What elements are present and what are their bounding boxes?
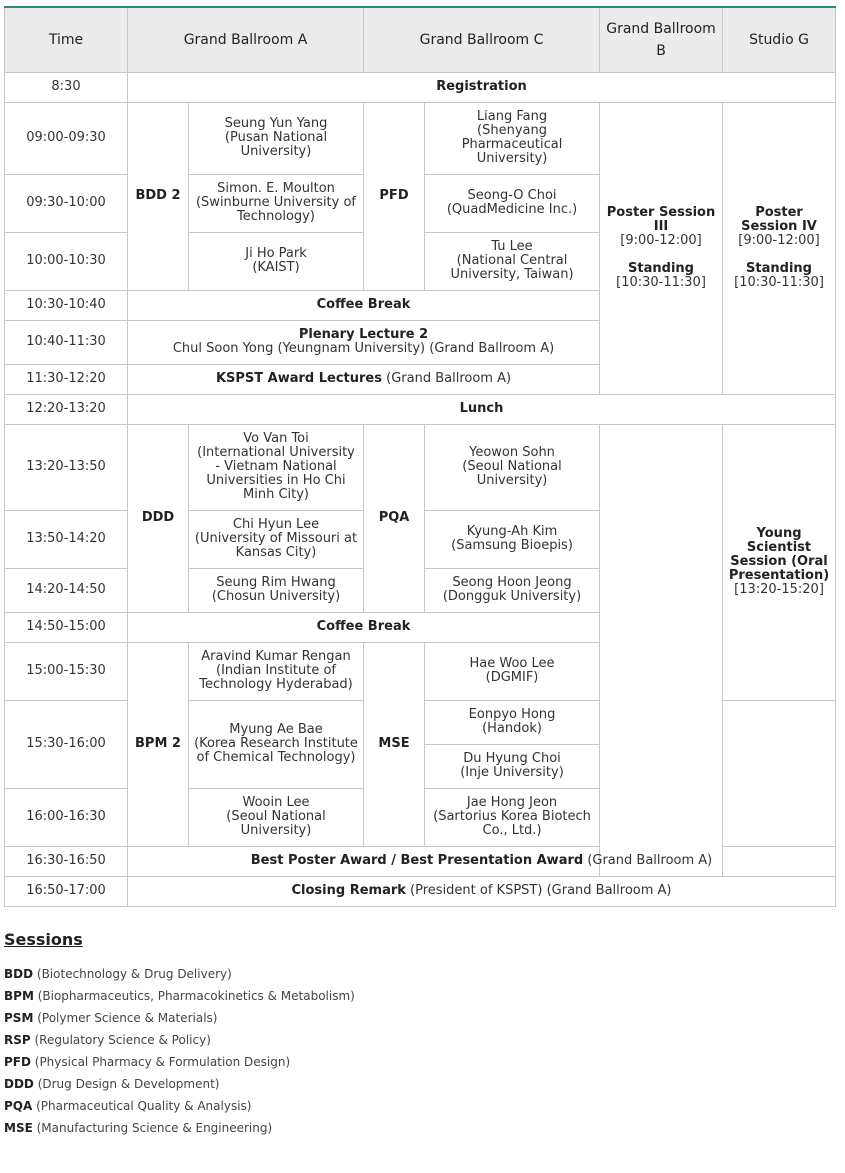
table-row: [5, 72, 836, 102]
time-cell: 8:30: [5, 72, 128, 102]
header-grand-ballroom-b: Grand Ballroom B: [600, 7, 723, 72]
legend-code: PFD: [4, 1055, 31, 1069]
speaker-affiliation: (Korea Research Institute of Chemical Technology): [194, 736, 358, 765]
best-award-cell: [128, 846, 836, 876]
speaker-name: Du Hyung Choi: [463, 751, 561, 766]
time-cell: 16:30-16:50: [5, 846, 128, 876]
time-cell: 11:30-12:20: [5, 364, 128, 394]
time-cell: 14:50-15:00: [5, 612, 128, 642]
speaker-affiliation: (Dongguk University): [442, 589, 582, 604]
registration-cell: [128, 72, 836, 102]
standing-time: [10:30-11:30]: [616, 275, 706, 290]
session-pqa: PQA: [364, 424, 425, 612]
closing-title: Closing Remark: [291, 883, 406, 898]
coffee-break-cell: [128, 612, 600, 642]
legend-item: [4, 1007, 355, 1029]
speaker-cell: [425, 102, 600, 174]
coffee-break-label: Coffee Break: [316, 619, 411, 634]
poster-session-title: Poster Session IV: [741, 205, 817, 234]
best-award-title: Best Poster Award / Best Presentation Award: [250, 853, 584, 868]
legend-item: [4, 985, 355, 1007]
time-cell: 12:20-13:20: [5, 394, 128, 424]
table-row: [5, 876, 836, 906]
speaker-name: Ji Ho Park: [245, 246, 307, 261]
legend-desc: (Drug Design & Development): [33, 1077, 220, 1091]
grand-ballroom-b-empty: [600, 424, 723, 876]
table-row: [5, 102, 836, 174]
speaker-affiliation: (Chosun University): [211, 589, 341, 604]
speaker-cell: [425, 232, 600, 290]
speaker-cell: [425, 174, 600, 232]
speaker-name: Wooin Lee: [242, 795, 310, 810]
time-cell: 16:00-16:30: [5, 788, 128, 846]
header-grand-ballroom-c: Grand Ballroom C: [364, 7, 600, 72]
speaker-name: Jae Hong Jeon: [466, 795, 558, 810]
time-cell: 15:00-15:30: [5, 642, 128, 700]
header-row: [5, 7, 836, 72]
speaker-affiliation: (Shenyang Pharmaceutical University): [461, 123, 563, 166]
time-cell: 10:40-11:30: [5, 320, 128, 364]
speaker-cell: [189, 700, 364, 788]
legend-code: DDD: [4, 1077, 34, 1091]
speaker-cell: [189, 232, 364, 290]
young-scientist-session: [723, 424, 836, 700]
closing-detail: (President of KSPST) (Grand Ballroom A): [405, 883, 672, 898]
legend-item: [4, 1051, 355, 1073]
legend-code: RSP: [4, 1033, 31, 1047]
time-cell: 14:20-14:50: [5, 568, 128, 612]
poster-session-time: [9:00-12:00]: [620, 233, 702, 248]
time-cell: 09:30-10:00: [5, 174, 128, 232]
speaker-cell: [425, 424, 600, 510]
legend-item: [4, 1029, 355, 1051]
legend-item: [4, 1095, 355, 1117]
legend-item: [4, 963, 355, 985]
session-ddd: DDD: [128, 424, 189, 612]
speaker-name: Yeowon Sohn: [469, 445, 555, 460]
legend-code: PSM: [4, 1011, 34, 1025]
legend-desc: (Physical Pharmacy & Formulation Design): [30, 1055, 291, 1069]
speaker-name: Chi Hyun Lee: [232, 517, 320, 532]
studio-g-empty: [723, 700, 836, 846]
legend-code: BPM: [4, 989, 34, 1003]
header-time: Time: [5, 7, 128, 72]
speaker-affiliation: (International University - Vietnam National Universities in Ho Chi Minh City): [197, 445, 355, 502]
speaker-affiliation: (DGMIF): [485, 670, 539, 685]
schedule-table: [4, 6, 836, 907]
speaker-affiliation: (Samsung Bioepis): [451, 538, 573, 553]
speaker-cell: [189, 568, 364, 612]
speaker-name: Hae Woo Lee: [469, 656, 555, 671]
speaker-cell: [189, 788, 364, 846]
coffee-break-label: Coffee Break: [316, 297, 411, 312]
speaker-cell: [425, 788, 600, 846]
standing-time: [10:30-11:30]: [734, 275, 824, 290]
speaker-affiliation: (Inje University): [460, 765, 564, 780]
poster-session-title: Poster Session III: [606, 205, 716, 234]
speaker-name: Seong Hoon Jeong: [452, 575, 572, 590]
plenary-lecture-cell: [128, 320, 600, 364]
legend-desc: (Biopharmaceutics, Pharmacokinetics & Metabolism): [33, 989, 355, 1003]
table-row: [5, 846, 836, 876]
speaker-name: Aravind Kumar Rengan: [201, 649, 351, 664]
legend-desc: (Polymer Science & Materials): [33, 1011, 218, 1025]
legend-code: BDD: [4, 967, 34, 981]
speaker-name: Seung Yun Yang: [224, 116, 328, 131]
standing-label: Standing: [746, 261, 812, 276]
speaker-cell: [189, 174, 364, 232]
legend-desc: (Manufacturing Science & Engineering): [32, 1121, 273, 1135]
lunch-cell: [128, 394, 836, 424]
speaker-affiliation: (Swinburne University of Technology): [195, 195, 357, 224]
poster-session-iii: [600, 102, 723, 394]
plenary-detail: Chul Soon Yong (Yeungnam University) (Grand Ballroom A): [172, 341, 555, 356]
time-cell: 09:00-09:30: [5, 102, 128, 174]
speaker-cell: [425, 642, 600, 700]
speaker-cell: [189, 510, 364, 568]
time-cell: 10:30-10:40: [5, 290, 128, 320]
young-scientist-title: Young Scientist Session (Oral Presentation): [728, 526, 830, 583]
award-lectures-detail: (Grand Ballroom A): [382, 371, 512, 386]
session-bpm2: BPM 2: [128, 642, 189, 846]
time-cell: 16:50-17:00: [5, 876, 128, 906]
speaker-name: Kyung-Ah Kim: [466, 524, 558, 539]
registration-label: Registration: [436, 79, 527, 94]
speaker-cell: [189, 424, 364, 510]
speaker-cell: [189, 642, 364, 700]
time-cell: 10:00-10:30: [5, 232, 128, 290]
speaker-name: Liang Fang: [476, 109, 548, 124]
speaker-cell: [425, 744, 600, 788]
speaker-affiliation: (Pusan National University): [224, 130, 328, 159]
young-scientist-time: [13:20-15:20]: [734, 582, 824, 597]
speaker-cell: [425, 510, 600, 568]
time-cell: 13:20-13:50: [5, 424, 128, 510]
closing-remark-cell: [128, 876, 836, 906]
speaker-affiliation: (University of Missouri at Kansas City): [194, 531, 358, 560]
speaker-name: Vo Van Toi: [243, 431, 309, 446]
award-lectures-cell: [128, 364, 600, 394]
lunch-label: Lunch: [459, 401, 504, 416]
header-grand-ballroom-a: Grand Ballroom A: [128, 7, 364, 72]
header-studio-g: Studio G: [723, 7, 836, 72]
legend-code: MSE: [4, 1121, 33, 1135]
legend-desc: (Regulatory Science & Policy): [30, 1033, 211, 1047]
sessions-heading: Sessions: [4, 930, 83, 949]
speaker-affiliation: (National Central University, Taiwan): [450, 253, 574, 282]
session-bdd2: BDD 2: [128, 102, 189, 290]
speaker-cell: [425, 568, 600, 612]
speaker-name: Seong-O Choi: [467, 188, 557, 203]
coffee-break-cell: [128, 290, 600, 320]
sessions-legend: [4, 930, 355, 1139]
speaker-affiliation: (Seoul National University): [462, 459, 562, 488]
speaker-affiliation: (Seoul National University): [226, 809, 326, 838]
table-row: [5, 424, 836, 510]
time-cell: 15:30-16:00: [5, 700, 128, 788]
speaker-affiliation: (KAIST): [252, 260, 300, 275]
award-lectures-title: KSPST Award Lectures: [215, 371, 382, 386]
table-row: [5, 394, 836, 424]
time-cell: 13:50-14:20: [5, 510, 128, 568]
speaker-affiliation: (QuadMedicine Inc.): [446, 202, 578, 217]
poster-session-iv: [723, 102, 836, 394]
best-award-detail: (Grand Ballroom A): [583, 853, 713, 868]
speaker-cell: [425, 700, 600, 744]
speaker-name: Simon. E. Moulton: [217, 181, 335, 196]
legend-desc: (Pharmaceutical Quality & Analysis): [32, 1099, 252, 1113]
session-pfd: PFD: [364, 102, 425, 290]
poster-session-time: [9:00-12:00]: [738, 233, 820, 248]
standing-label: Standing: [628, 261, 694, 276]
speaker-name: Myung Ae Bae: [229, 722, 323, 737]
plenary-title: Plenary Lecture 2: [298, 327, 429, 342]
speaker-name: Tu Lee: [491, 239, 533, 254]
legend-item: [4, 1073, 355, 1095]
speaker-name: Seung Rim Hwang: [216, 575, 336, 590]
speaker-affiliation: (Indian Institute of Technology Hyderabad): [199, 663, 353, 692]
legend-item: [4, 1117, 355, 1139]
speaker-cell: [189, 102, 364, 174]
legend-code: PQA: [4, 1099, 33, 1113]
speaker-affiliation: (Sartorius Korea Biotech Co., Ltd.): [433, 809, 591, 838]
speaker-affiliation: (Handok): [482, 721, 542, 736]
legend-desc: (Biotechnology & Drug Delivery): [33, 967, 232, 981]
session-mse: MSE: [364, 642, 425, 846]
speaker-name: Eonpyo Hong: [468, 707, 556, 722]
